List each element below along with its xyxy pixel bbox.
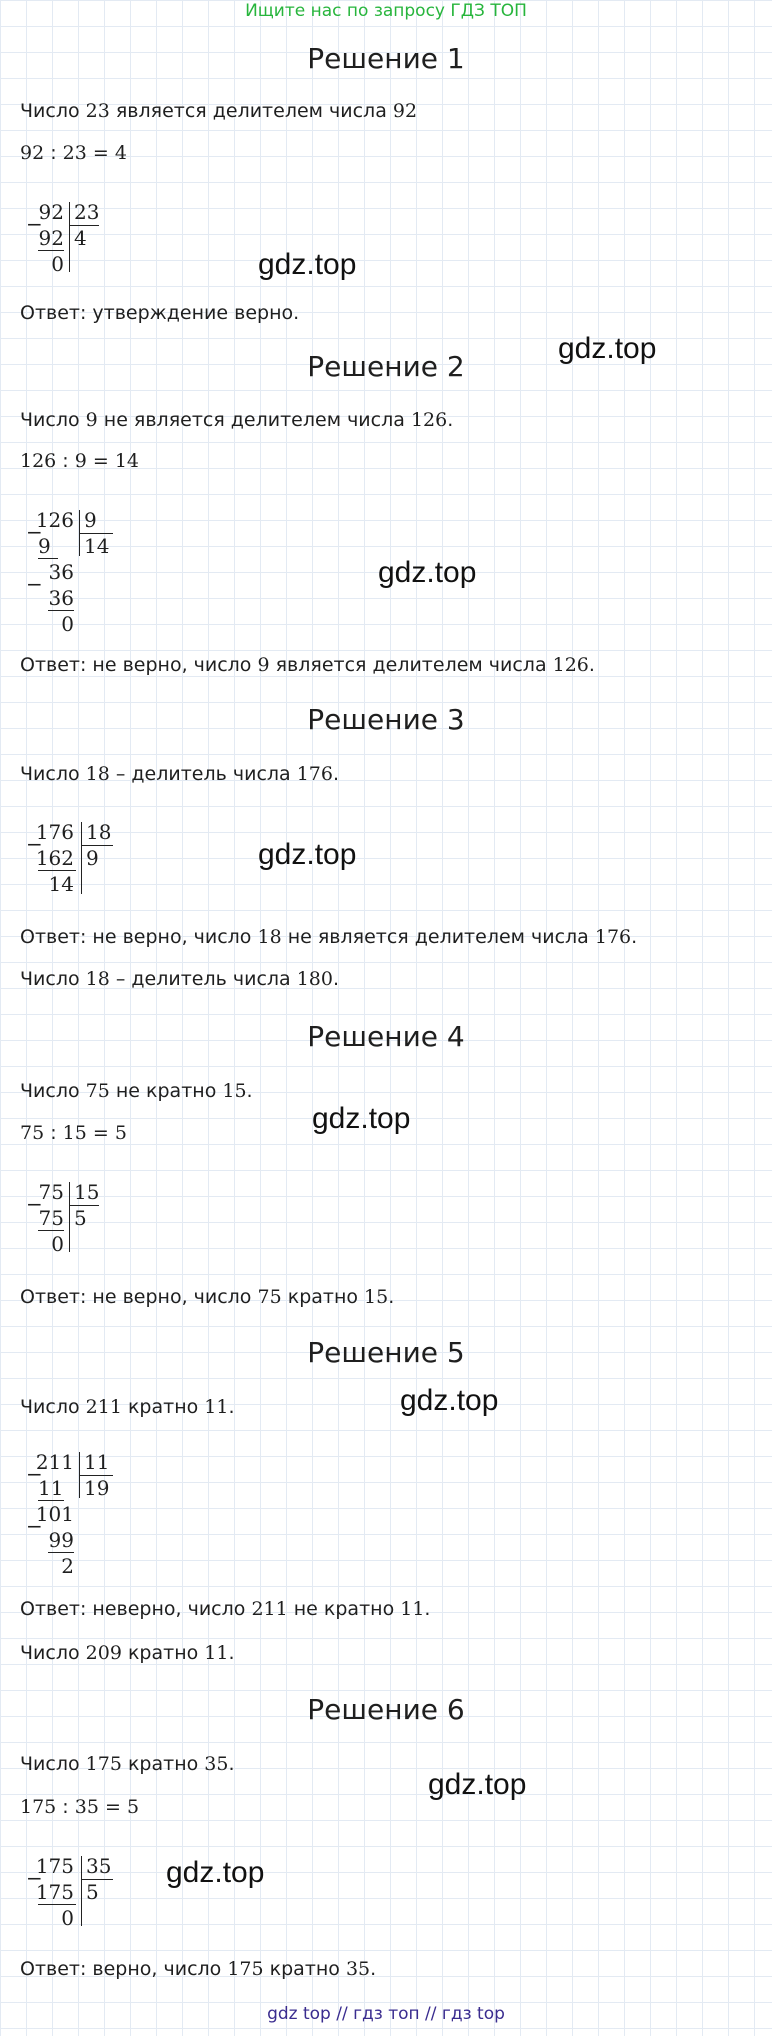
solution-1-statement: Число 23 является делителем числа 92 bbox=[20, 100, 418, 122]
solution-4-equation: 75 : 15 = 5 bbox=[20, 1122, 127, 1144]
division-bar bbox=[69, 202, 70, 272]
division-bar bbox=[69, 1182, 70, 1252]
remainder: 0 bbox=[61, 1906, 74, 1930]
underline bbox=[38, 250, 64, 251]
underline bbox=[48, 1552, 74, 1553]
dividend: 92 bbox=[38, 200, 64, 224]
solution-5-answer: Ответ: неверно, число 211 не кратно 11. bbox=[20, 1598, 431, 1620]
long-division-5: − 211 11 − 101 99 2 11 19 bbox=[26, 1450, 136, 1584]
solution-5-title: Решение 5 bbox=[307, 1336, 465, 1369]
solution-6-title: Решение 6 bbox=[307, 1693, 465, 1726]
divisor: 23 bbox=[74, 200, 100, 224]
solution-4-title: Решение 4 bbox=[307, 1020, 465, 1053]
solution-5-statement: Число 211 кратно 11. bbox=[20, 1396, 235, 1418]
watermark: gdz.top bbox=[312, 1102, 411, 1135]
solution-2-statement: Число 9 не является делителем числа 126. bbox=[20, 409, 454, 431]
footer-links[interactable]: gdz top // гдз топ // гдз top bbox=[267, 2004, 505, 2024]
long-division-4: − 75 75 0 15 5 bbox=[26, 1180, 100, 1256]
watermark: gdz.top bbox=[166, 1856, 265, 1889]
quotient: 4 bbox=[74, 226, 87, 250]
dividend: 211 bbox=[35, 1450, 74, 1474]
solution-3-statement: Число 18 – делитель числа 176. bbox=[20, 763, 340, 785]
quotient: 5 bbox=[74, 1206, 87, 1230]
dividend: 126 bbox=[35, 508, 74, 532]
solution-2-equation: 126 : 9 = 14 bbox=[20, 450, 140, 472]
long-division-2: − 126 9 − 36 36 0 9 14 bbox=[26, 508, 136, 642]
subtrahend: 175 bbox=[35, 1880, 74, 1904]
division-bar bbox=[81, 822, 82, 894]
quotient: 14 bbox=[84, 534, 110, 558]
long-division-3: − 176 162 14 18 9 bbox=[26, 820, 112, 896]
solution-1-answer: Ответ: утверждение верно. bbox=[20, 302, 300, 324]
divisor: 11 bbox=[84, 1450, 110, 1474]
underline bbox=[38, 1500, 64, 1501]
solution-6-statement: Число 175 кратно 35. bbox=[20, 1753, 235, 1775]
quotient: 9 bbox=[86, 846, 99, 870]
dividend: 75 bbox=[38, 1180, 64, 1204]
underline bbox=[38, 1230, 64, 1231]
middle-value: 36 bbox=[48, 560, 74, 584]
remainder: 14 bbox=[48, 872, 74, 896]
dividend: 175 bbox=[35, 1854, 74, 1878]
underline bbox=[48, 610, 74, 611]
underline bbox=[38, 870, 76, 871]
solution-2-title: Решение 2 bbox=[307, 350, 465, 383]
solution-5-correction: Число 209 кратно 11. bbox=[20, 1642, 235, 1664]
watermark: gdz.top bbox=[428, 1768, 527, 1801]
subtrahend: 92 bbox=[38, 226, 64, 250]
solution-4-statement: Число 75 не кратно 15. bbox=[20, 1080, 253, 1102]
middle-value: 101 bbox=[35, 1502, 74, 1526]
remainder: 0 bbox=[51, 252, 64, 276]
divisor: 15 bbox=[74, 1180, 100, 1204]
watermark: gdz.top bbox=[258, 248, 357, 281]
watermark: gdz.top bbox=[558, 332, 657, 365]
dividend: 176 bbox=[35, 820, 74, 844]
watermark: gdz.top bbox=[400, 1384, 499, 1417]
remainder: 0 bbox=[61, 612, 74, 636]
underline bbox=[38, 1904, 76, 1905]
remainder: 2 bbox=[61, 1554, 74, 1578]
underline bbox=[38, 558, 58, 559]
solution-1-title: Решение 1 bbox=[307, 42, 465, 75]
divisor: 18 bbox=[86, 820, 112, 844]
long-division-1: − 92 92 0 23 4 bbox=[26, 200, 100, 276]
solution-2-answer: Ответ: не верно, число 9 является делителем числа 126. bbox=[20, 654, 595, 676]
divisor: 35 bbox=[86, 1854, 112, 1878]
long-division-6: − 175 175 0 35 5 bbox=[26, 1854, 112, 1930]
quotient: 19 bbox=[84, 1476, 110, 1500]
subtrahend-2: 36 bbox=[48, 586, 74, 610]
solution-6-answer: Ответ: верно, число 175 кратно 35. bbox=[20, 1958, 377, 1980]
solution-3-correction: Число 18 – делитель числа 180. bbox=[20, 968, 340, 990]
subtrahend: 162 bbox=[35, 846, 74, 870]
subtrahend: 75 bbox=[38, 1206, 64, 1230]
subtrahend: 11 bbox=[38, 1476, 64, 1500]
watermark: gdz.top bbox=[258, 838, 357, 871]
subtrahend-2: 99 bbox=[48, 1528, 74, 1552]
solution-4-answer: Ответ: не верно, число 75 кратно 15. bbox=[20, 1286, 395, 1308]
divisor: 9 bbox=[84, 508, 97, 532]
subtrahend: 9 bbox=[38, 534, 51, 558]
solution-6-equation: 175 : 35 = 5 bbox=[20, 1796, 140, 1818]
remainder: 0 bbox=[51, 1232, 64, 1256]
solution-3-title: Решение 3 bbox=[307, 703, 465, 736]
quotient: 5 bbox=[86, 1880, 99, 1904]
solution-3-answer: Ответ: не верно, число 18 не является делителем числа 176. bbox=[20, 926, 638, 948]
search-banner[interactable]: Ищите нас по запросу ГДЗ ТОП bbox=[245, 1, 527, 21]
solution-1-equation: 92 : 23 = 4 bbox=[20, 142, 127, 164]
watermark: gdz.top bbox=[378, 556, 477, 589]
division-bar bbox=[81, 1856, 82, 1926]
